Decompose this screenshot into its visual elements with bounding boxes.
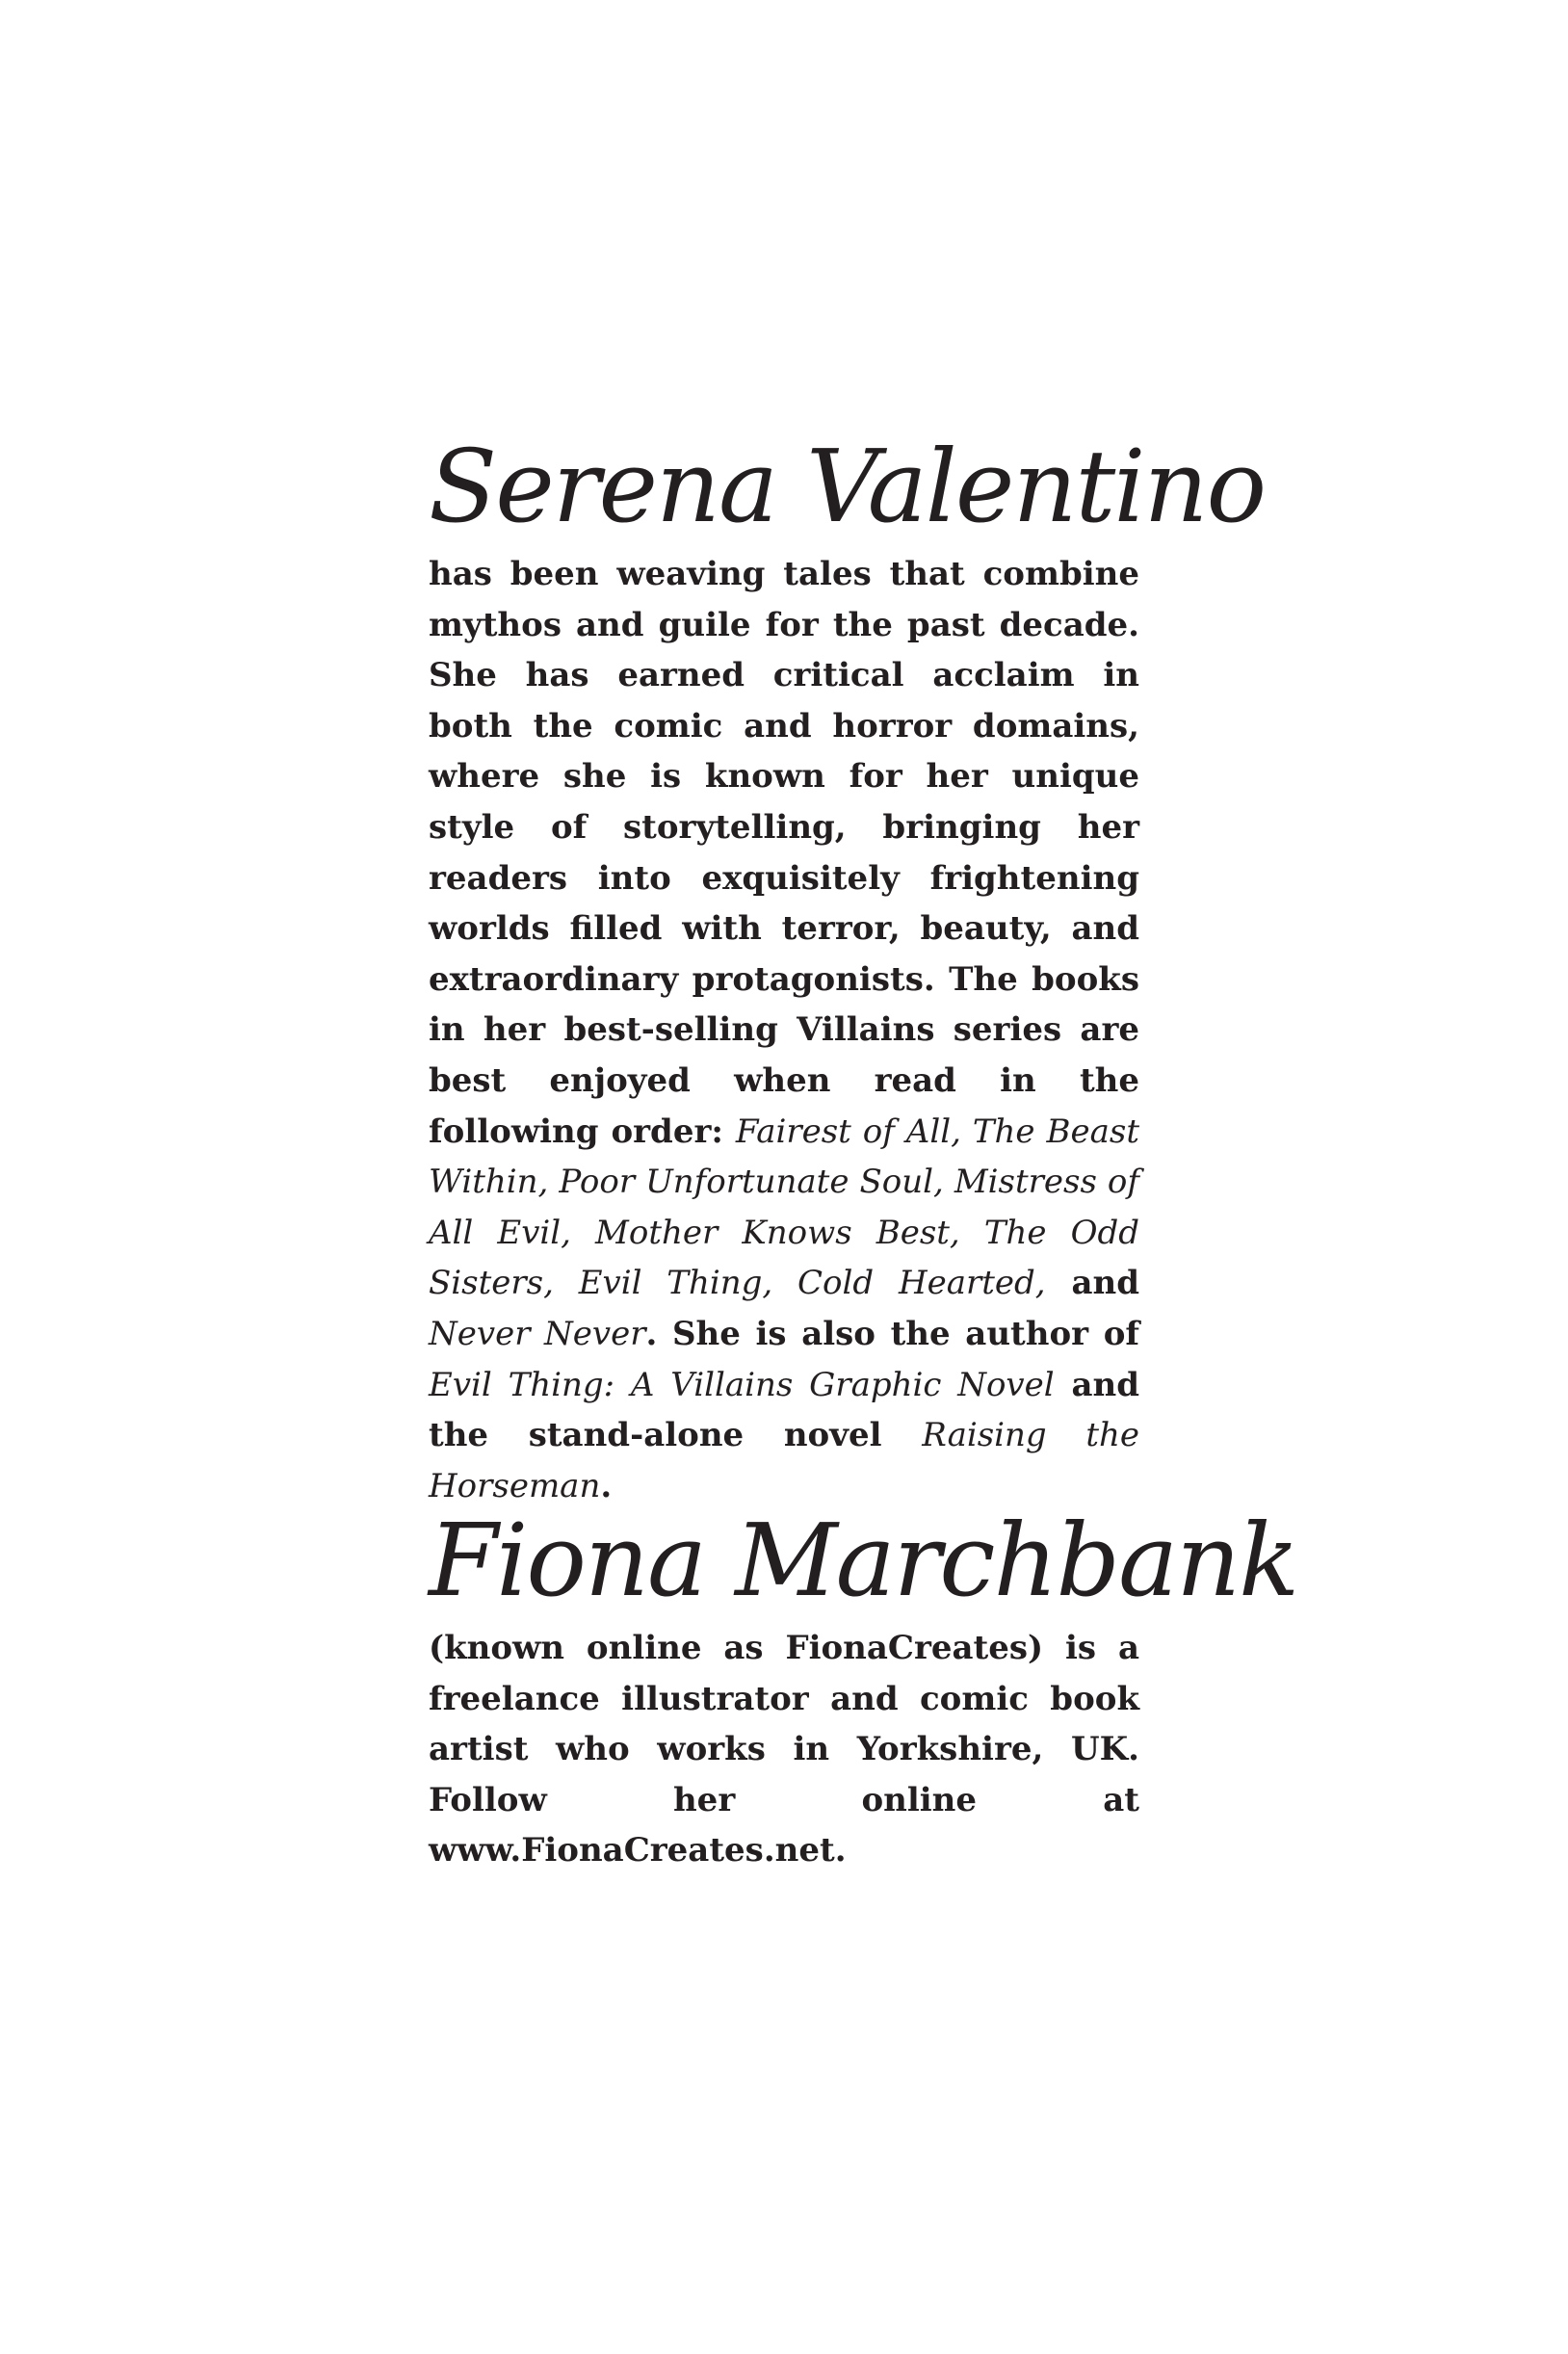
bio-and: and <box>1071 1264 1139 1303</box>
author-name: Fiona Marchbank <box>429 1502 1298 1619</box>
bio-end: . <box>600 1466 613 1505</box>
bio-also: . She is also the author of <box>645 1314 1139 1353</box>
author-name: Serena Valentino <box>429 428 1266 545</box>
book-title: Never Never <box>429 1314 646 1353</box>
author-bio-fiona <box>429 1498 1298 1876</box>
author-bio-text: (known online as FionaCreates) is a freelance illustrator and comic book artist who works in Yorkshire, UK. Follow her online at www.FionaCreates.net. <box>429 1629 1139 1870</box>
bio-standalone: and the stand-alone novel <box>429 1365 1139 1455</box>
author-bio-text <box>429 549 1139 1511</box>
author-bio-serena <box>429 424 1266 1511</box>
bio-intro: has been weaving tales that combine mythos and guile for the past decade. She has earned critical acclaim in both the comic and horror domains, where she is known for her unique style of storytelling, bringing her readers into exquisitely frightening worlds filled with terror, beauty, and extraordinary protagonists. The books in her best-selling Villains series are best enjoyed when read in the following order: <box>429 555 1139 1151</box>
book-list: Fairest of All, The Beast Within, Poor Unfortunate Soul, Mistress of All Evil, Mother Knows Best, The Odd Sisters, Evil Thing, Cold Hearted, <box>429 1112 1139 1303</box>
book-title: Raising the Horseman <box>429 1416 1140 1505</box>
book-title: Evil Thing: A Villains Graphic Novel <box>429 1365 1055 1404</box>
